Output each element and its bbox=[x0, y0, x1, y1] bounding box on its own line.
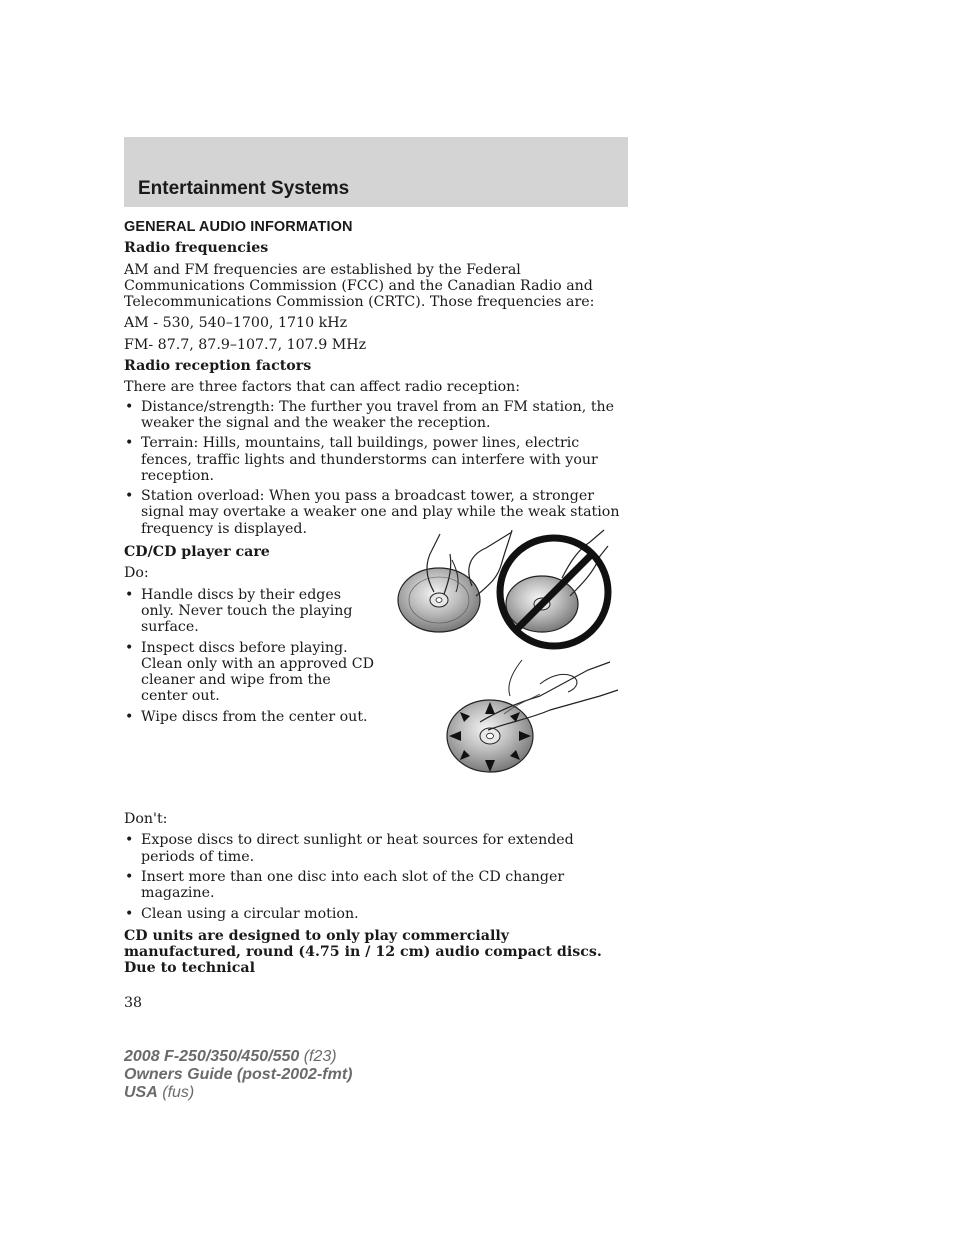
document-footer bbox=[124, 1048, 352, 1102]
reception-heading: Radio reception factors bbox=[124, 358, 312, 375]
list-item: • Wipe discs from the center out. bbox=[124, 709, 374, 725]
dont-list bbox=[124, 832, 624, 921]
list-item: • Clean using a circular motion. bbox=[124, 906, 624, 922]
list-item: • Insert more than one disc into each slot of the CD changer magazine. bbox=[124, 869, 624, 902]
footer-market: USA bbox=[124, 1084, 158, 1101]
reception-factor-list bbox=[124, 399, 624, 537]
list-item: • Inspect discs before playing. Clean only with an approved CD cleaner and wipe from the center out. bbox=[124, 640, 374, 705]
section-header-band bbox=[124, 137, 628, 207]
footer-guide: Owners Guide (post-2002-fmt) bbox=[124, 1066, 353, 1083]
dont-label: Don't: bbox=[124, 811, 168, 828]
do-list bbox=[124, 587, 374, 725]
page-number: 38 bbox=[124, 994, 143, 1011]
cd-warning-text: CD units are designed to only play commercially manufactured, round (4.75 in / 12 cm) audio compact discs. Due to technical bbox=[124, 927, 602, 977]
footer-model: 2008 F-250/350/450/550 bbox=[124, 1048, 300, 1065]
no-touch-surface-icon bbox=[500, 530, 608, 646]
disc-handling-illustration bbox=[394, 526, 626, 652]
section-header-title: Entertainment Systems bbox=[138, 178, 350, 199]
footer-market-code: (fus) bbox=[162, 1084, 195, 1101]
section-title: GENERAL AUDIO INFORMATION bbox=[124, 219, 353, 235]
radio-frequencies-intro: AM and FM frequencies are established by the Federal Communications Commission (FCC) and the Canadian Radio and Telecommunications Commission (CRTC). Those frequencies are: bbox=[124, 261, 595, 311]
fm-frequencies: FM- 87.7, 87.9–107.7, 107.9 MHz bbox=[124, 336, 367, 353]
list-item: • Station overload: When you pass a broadcast tower, a stronger signal may overtake a weaker one and play while the weak station frequency is displayed. bbox=[124, 488, 624, 537]
list-item: • Distance/strength: The further you travel from an FM station, the weaker the signal and the weaker the reception. bbox=[124, 399, 624, 432]
am-frequencies: AM - 530, 540–1700, 1710 kHz bbox=[124, 315, 348, 332]
radio-frequencies-heading: Radio frequencies bbox=[124, 240, 269, 257]
wipe-disc-illustration bbox=[440, 656, 622, 776]
footer-model-code: (f23) bbox=[303, 1048, 337, 1065]
do-label: Do: bbox=[124, 565, 149, 582]
list-item: • Expose discs to direct sunlight or heat sources for extended periods of time. bbox=[124, 832, 624, 865]
list-item: • Terrain: Hills, mountains, tall buildings, power lines, electric fences, traffic lights and thunderstorms can interfere with your reception. bbox=[124, 435, 624, 484]
list-item: • Handle discs by their edges only. Never touch the playing surface. bbox=[124, 587, 374, 636]
cd-care-heading: CD/CD player care bbox=[124, 544, 270, 561]
reception-intro: There are three factors that can affect radio reception: bbox=[124, 379, 521, 396]
disc-held-by-edges-icon bbox=[398, 530, 512, 632]
